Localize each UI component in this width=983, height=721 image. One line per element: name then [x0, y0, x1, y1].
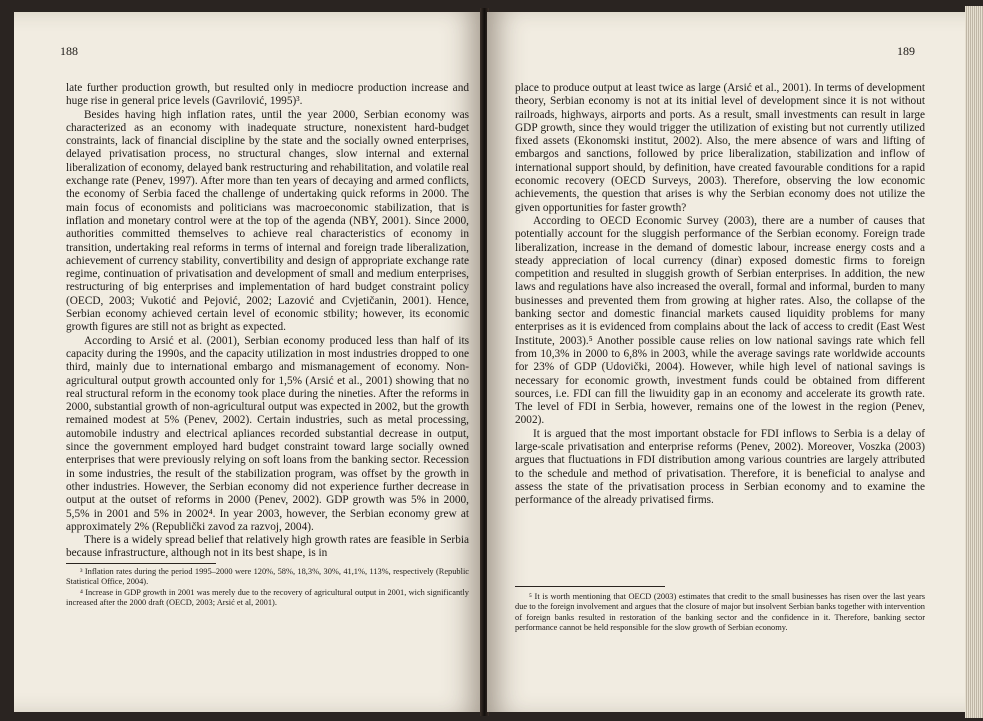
- paragraph: It is argued that the most important obstacle for FDI inflows to Serbia is a delay of large-scale privatisation and enterprise reforms (Penev, 2002). Moreover, Voszka (2003) argues that fluctuations in FDI distribution among various countries are largely attributed to the schedule and method of privatisation. Therefore, it is beneficial to analyse and assess the state of the privatisation process in Serbian economy and to examine the performance of the already privatised firms.: [515, 427, 925, 507]
- right-page: [487, 12, 965, 712]
- paragraph: There is a widely spread belief that relatively high growth rates are feasible in Serbia because infrastructure, although not in its best shape, is in: [66, 534, 469, 560]
- left-page: [14, 12, 482, 712]
- left-page-body: [66, 82, 469, 608]
- paragraph: According to Arsić et al. (2001), Serbian economy produced less than half of its capacity during the 1990s, and the capacity utilization in most industries dropped to one third, mainly due to international embargo and mismanagement of economy. Non-agricultural output growth accounted only for 1,5% (Arsić et al., 2001) showing that no real structural reform in the economy took place during the nineties. After the reforms in 2000, substantial growth of non-agricultural output was expected in 2002, but the growth remained modest at 5% (Penev, 2002). Certain industries, such as metal processing, automobile industry and electrical apliances recorded substantial decrease in output, since the government employed hard budget constraint toward large socially owned enterprises that were previously relying on soft loans from the banking sector. Recession in some industries, the result of the stabilization program, was offset by the growth in other industries. However, the Serbian economy did not experience further decrease in output at the outset of reforms in 2000 (Penev, 2002). GDP growth was 5% in 2000, 5,5% in 2001 and 5% in 2002⁴. In year 2003, however, the Serbian economy grew at approximately 2% (Republički zavod za razvoj, 2004).: [66, 334, 469, 533]
- right-page-body: [515, 82, 925, 508]
- paragraph: place to produce output at least twice as large (Arsić et al., 2001). In terms of development theory, Serbian economy is not at its initial level of development since it is not without railroads, highways, airports and ports. As a result, small investments can result in large GDP growth, since they would trigger the utilization of existing but not currently utilized fixed assets (Ekonomski institut, 2002). Also, the mere absence of wars and lifting of embargos and sanctions, followed by price liberalization, stabilization and inflow of international support should, by definition, have created favourable conditions for a rapid economic recovery (OECD Surveys, 2003). Therefore, observing the low economic achievements, the question that arises is why the Serbian economy does not utilize the given opportunities for faster growth?: [515, 82, 925, 214]
- paragraph: According to OECD Economic Survey (2003), there are a number of causes that potentially account for the sluggish performance of the Serbian economy. Foreign trade liberalization, increase in the demand of domestic labour, increase energy costs and a steady appreciation of local currency (dinar) exposed domestic firms to foreign competition and resulted in sluggish growth of Serbian enterprises. In addition, the new laws and regulations have also increased the overall, formal and informal, burden to many businesses and prevented them from growing at higher rates. Also, the collapse of the banking sector and domestic financial markets caused liquidity problems for many enterprises as it is evidenced from complains about the lack of access to credit (East West Institute, 2003).⁵ Another possible cause relies on low national savings rate which fell from 10,3% in 2000 to 6,8% in 2003, while the average savings rate worldwide accounts for 23% of GDP (Udovički, 2004). However, while high level of national savings is necessary for economic growth, investment funds could be obtained from different sources, i.e. FDI can fill the liwuidity gap in an economy and accelerate its growth rate. The level of FDI in Serbia, however, remains one of the lowest in the region (Penev, 2002).: [515, 214, 925, 427]
- page-number-left: 188: [60, 44, 78, 58]
- page-number-right: 189: [897, 44, 915, 58]
- footnote-4: ⁴ Increase in GDP growth in 2001 was merely due to the recovery of agricultural output in 2001, wich significantly increased after the 2000 draft (OECD, 2003; Arsić et al, 2001).: [66, 587, 469, 607]
- footnote-5: ⁵ It is worth mentioning that OECD (2003) estimates that credit to the small businesses has risen over the last years due to the foreign involvement and argues that the closure of major but insolvent Serbian banks together with intervention of foreign banks resulted in restoration of the banking sector and the confidence in it. Therefore, banking sector performance cannot be held responsible for the slow growth of Serbian economy.: [515, 592, 925, 633]
- paragraph: Besides having high inflation rates, until the year 2000, Serbian economy was characterized as an economy with inadequate structure, nonexistent hard-budget constraints, lack of financial discipline by the state and the socially owned enterprises, delayed privatisation process, no structural changes, slow internal and external liberalization of economy, delayed bank restructuring and rehabilitation, and volatile real exchange rate (Penev, 1997). After more than ten years of decaying and armed conflicts, the economy of Serbia faced the challenge of undertaking quick reforms in 2000. The main focus of economists and politicians was macroeconomic stabilization, that is inflation and monetary control were at the top of the agenda (NBY, 2001). Since 2000, authorities committed themselves to achieve real characteristics of economy in transition, undertaking real reforms in terms of internal and foreign trade liberalization, achievement of currency stability, convertibility and design of appropriate exchange rate regime, continuation of privatisation and development of small and medium enterprises, restructuring of big enterprises and implementation of hard budget constraint policy (OECD, 2003; Vukotić and Pejović, 2002; Lazović and Cvjetičanin, 2001). Hence, Serbian economy achieved certain level of economic stbility; however, its economic growth figures are still not as bright as expected.: [66, 108, 469, 334]
- footnote-rule: [515, 586, 665, 587]
- page-edges: [965, 6, 983, 718]
- paragraph: late further production growth, but resulted only in mediocre production increase and huge rise in general price levels (Gavrilović, 1995)³.: [66, 82, 469, 108]
- footnotes-right: [515, 592, 925, 634]
- footnote-rule: [66, 563, 216, 564]
- footnote-3: ³ Inflation rates during the period 1995–2000 were 120%, 58%, 18,3%, 30%, 41,1%, 113%, respectively (Republic Statistical Office, 2004).: [66, 566, 469, 587]
- footnotes-left: [66, 567, 469, 609]
